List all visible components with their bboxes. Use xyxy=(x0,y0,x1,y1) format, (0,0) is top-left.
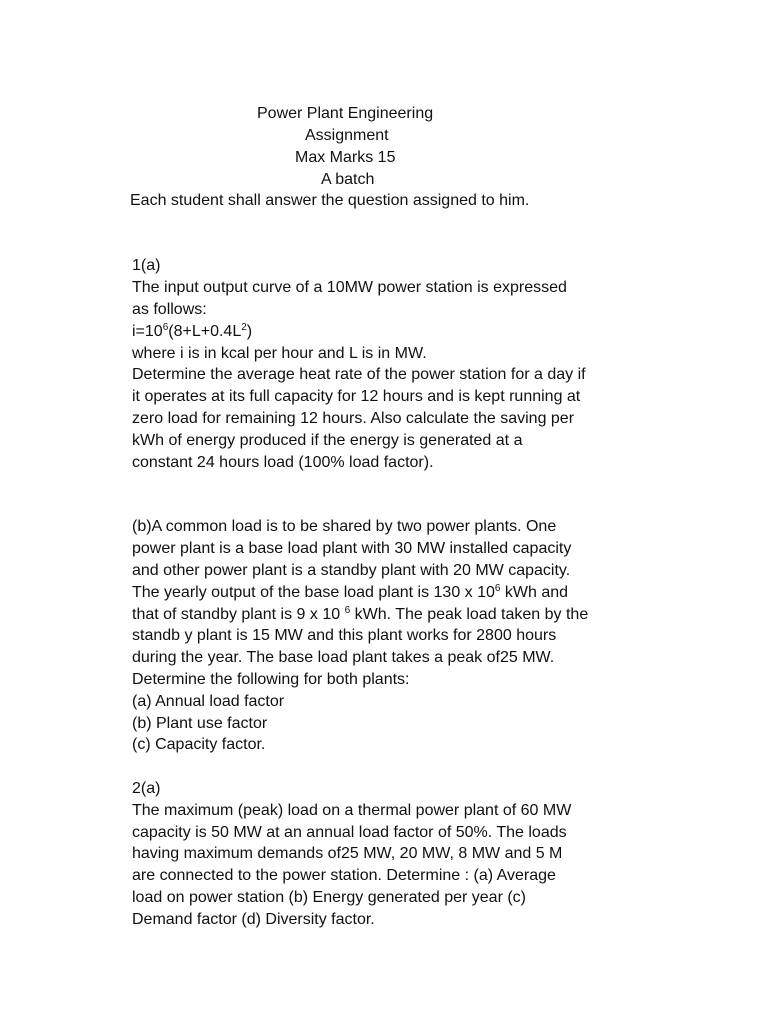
batch-label: A batch xyxy=(321,171,375,188)
question-label: 2(a) xyxy=(132,779,161,797)
course-title: Power Plant Engineering xyxy=(257,105,434,122)
exponent: 6 xyxy=(494,582,501,594)
instruction-text: Each student shall answer the question assigned to him. xyxy=(130,192,530,209)
question-text: kWh and xyxy=(500,583,569,601)
question-text-line: The input output curve of a 10MW power station is expressed xyxy=(132,279,567,297)
exponent: 6 xyxy=(344,604,351,616)
question-text: kWh. The peak load taken by the xyxy=(350,605,589,623)
assignment-label: Assignment xyxy=(305,127,389,144)
document-body xyxy=(132,190,652,931)
question-text-line: and other power plant is a standby plant with 20 MW capacity. xyxy=(132,561,571,579)
question-2a xyxy=(132,778,652,931)
question-text-line: zero load for remaining 12 hours. Also calculate the saving per xyxy=(132,409,575,427)
equation-text: i=10 xyxy=(132,322,163,340)
question-text-line: Demand factor (d) Diversity factor. xyxy=(132,910,375,928)
question-text-line: standb y plant is 15 MW and this plant works for 2800 hours xyxy=(132,627,557,645)
question-label: 1(a) xyxy=(132,257,161,275)
question-text-line: power plant is a base load plant with 30 MW installed capacity xyxy=(132,540,572,558)
question-text-line xyxy=(132,604,652,626)
question-text: that of standby plant is 9 x 10 xyxy=(132,605,345,623)
exponent: 2 xyxy=(241,321,247,333)
question-text-line: capacity is 50 MW at an annual load factor of 50%. The loads xyxy=(132,823,567,841)
question-text-line: kWh of energy produced if the energy is generated at a xyxy=(132,431,523,449)
equation-text: (8+L+0.4L xyxy=(168,322,242,340)
exponent: 6 xyxy=(162,321,169,333)
question-text-line: Determine the following for both plants: xyxy=(132,670,410,688)
question-text-line: load on power station (b) Energy generated per year (c) xyxy=(132,888,526,906)
question-text-line: where i is in kcal per hour and L is in MW. xyxy=(132,344,427,362)
question-text-line: constant 24 hours load (100% load factor). xyxy=(132,453,434,471)
question-text-line: (c) Capacity factor. xyxy=(132,736,266,754)
question-text-line: The maximum (peak) load on a thermal power plant of 60 MW xyxy=(132,801,572,819)
max-marks: Max Marks 15 xyxy=(295,149,396,166)
equation-line xyxy=(132,321,652,343)
question-text-line: having maximum demands of25 MW, 20 MW, 8 MW and 5 M xyxy=(132,845,563,863)
equation-text: ) xyxy=(246,322,253,340)
question-text-line: as follows: xyxy=(132,300,207,318)
question-text-line: (b) Plant use factor xyxy=(132,714,268,732)
question-1a xyxy=(132,255,652,473)
question-text-line: during the year. The base load plant takes a peak of25 MW. xyxy=(132,649,555,667)
question-text-line xyxy=(132,582,652,604)
question-text: The yearly output of the base load plant is 130 x 10 xyxy=(132,583,495,601)
question-text-line: (b)A common load is to be shared by two power plants. One xyxy=(132,518,557,536)
question-1b xyxy=(132,516,652,756)
question-text-line: Determine the average heat rate of the power station for a day if xyxy=(132,366,586,384)
question-text-line: (a) Annual load factor xyxy=(132,692,285,710)
question-text-line: it operates at its full capacity for 12 hours and is kept running at xyxy=(132,388,581,406)
question-text-line: are connected to the power station. Determine : (a) Average xyxy=(132,867,556,885)
